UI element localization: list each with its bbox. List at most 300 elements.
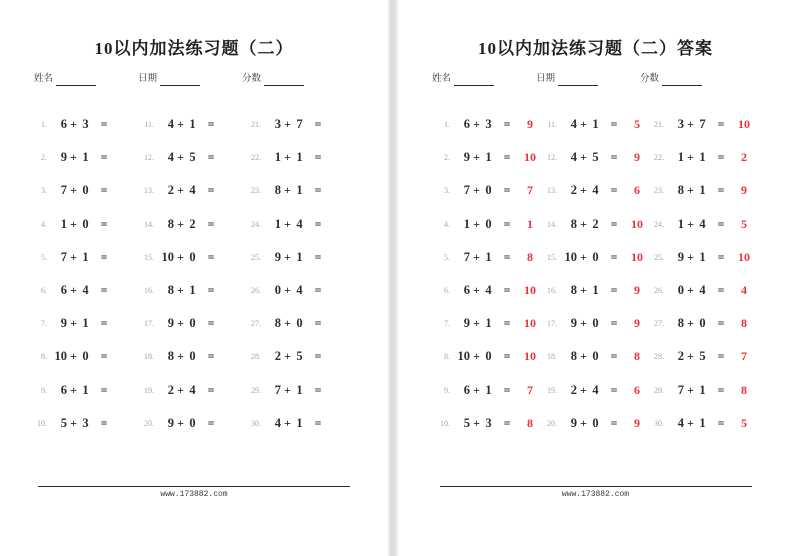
equals-sign: = [314,183,322,198]
problem-number: 24. [251,219,261,229]
problem-number: 4. [444,219,450,229]
equals-sign: = [503,117,511,132]
problem-row [245,374,352,407]
operand-a: 4 [274,415,281,430]
plus-sign: + [70,216,77,231]
field-name-underline [56,74,96,86]
problem-number: 1. [41,120,47,130]
operand-b: 1 [485,382,492,397]
problem-number: 25. [654,252,664,262]
equals-sign: = [610,415,618,430]
plus-sign: + [473,316,480,331]
answer-value: 9 [527,117,533,132]
problem-row [541,174,648,207]
operand-a: 8 [677,316,684,331]
plus-sign: + [687,283,694,298]
operand-a: 9 [463,150,470,165]
answer-value: 8 [741,382,747,397]
equals-sign: = [207,349,215,364]
problem-row [648,174,755,207]
equals-sign: = [314,382,322,397]
operand-b: 1 [189,117,196,132]
operand-a: 2 [167,183,174,198]
plus-sign: + [284,117,291,132]
operand-b: 5 [699,349,706,364]
plus-sign: + [70,249,77,264]
plus-sign: + [177,382,184,397]
operand-a: 10 [161,249,174,264]
problems-grid [434,108,755,440]
problem-number: 7. [444,319,450,329]
problem-row [648,108,755,141]
operand-b: 1 [296,382,303,397]
problem-number: 21. [251,120,261,130]
answer-value: 9 [634,316,640,331]
field-date-underline [160,74,200,86]
operand-b: 2 [592,216,599,231]
equals-sign: = [207,283,215,298]
answer-value: 10 [738,117,750,132]
plus-sign: + [580,117,587,132]
equals-sign: = [503,316,511,331]
problem-row [648,407,755,440]
field-date [536,74,640,86]
plus-sign: + [284,183,291,198]
plus-sign: + [70,382,77,397]
problem-number: 25. [251,252,261,262]
operand-b: 1 [699,183,706,198]
answer-value: 9 [634,150,640,165]
problem-number: 22. [251,153,261,163]
problem-column-1 [31,108,138,440]
equals-sign: = [207,216,215,231]
operand-a: 1 [274,150,281,165]
plus-sign: + [580,249,587,264]
answer-value: 9 [741,183,747,198]
problem-row [31,274,138,307]
field-name [432,74,536,86]
problem-number: 16. [144,286,154,296]
problem-number: 8. [444,352,450,362]
problem-row [434,108,541,141]
problem-row [138,340,245,373]
operand-b: 3 [485,415,492,430]
plus-sign: + [580,183,587,198]
equals-sign: = [503,183,511,198]
plus-sign: + [687,117,694,132]
operand-a: 7 [274,382,281,397]
answer-value: 2 [741,150,747,165]
operand-a: 2 [677,349,684,364]
plus-sign: + [473,183,480,198]
field-date-label: 日期 [536,73,556,84]
problem-row [541,241,648,274]
operand-a: 1 [677,216,684,231]
operand-b: 0 [592,316,599,331]
answer-value: 8 [527,415,533,430]
page-worksheet [0,0,388,556]
answer-value: 10 [738,249,750,264]
problem-row [434,307,541,340]
problem-row [541,374,648,407]
operand-b: 0 [189,316,196,331]
plus-sign: + [687,316,694,331]
equals-sign: = [717,349,725,364]
operand-b: 1 [296,183,303,198]
footer-url: www.173882.com [561,490,630,499]
operand-b: 1 [189,283,196,298]
equals-sign: = [207,316,215,331]
problem-number: 4. [41,219,47,229]
field-score-underline [264,74,304,86]
equals-sign: = [100,382,108,397]
field-name-label: 姓名 [432,73,452,84]
problem-number: 26. [251,286,261,296]
equals-sign: = [717,283,725,298]
problem-row [31,108,138,141]
plus-sign: + [284,249,291,264]
operand-a: 4 [570,150,577,165]
plus-sign: + [177,117,184,132]
operand-b: 1 [82,316,89,331]
operand-b: 0 [189,415,196,430]
operand-a: 8 [570,349,577,364]
equals-sign: = [717,183,725,198]
operand-b: 0 [296,316,303,331]
plus-sign: + [687,183,694,198]
operand-b: 4 [82,283,89,298]
answer-value: 8 [741,316,747,331]
operand-a: 7 [677,382,684,397]
plus-sign: + [70,183,77,198]
operand-b: 5 [592,150,599,165]
answer-value: 10 [631,216,643,231]
operand-a: 1 [274,216,281,231]
operand-a: 9 [570,415,577,430]
answer-value: 7 [527,382,533,397]
operand-a: 9 [167,316,174,331]
problem-number: 17. [547,319,557,329]
problem-number: 11. [547,120,557,130]
equals-sign: = [717,117,725,132]
answer-value: 6 [634,382,640,397]
operand-a: 8 [274,316,281,331]
equals-sign: = [717,382,725,397]
page-divider [388,0,398,556]
problem-row [138,274,245,307]
operand-b: 4 [296,283,303,298]
plus-sign: + [580,415,587,430]
equals-sign: = [610,283,618,298]
problem-row [138,374,245,407]
problem-row [31,307,138,340]
operand-a: 6 [60,117,67,132]
plus-sign: + [473,283,480,298]
footer-rule [38,486,350,487]
operand-a: 6 [60,382,67,397]
problem-column-3 [648,108,755,440]
equals-sign: = [207,117,215,132]
operand-a: 0 [274,283,281,298]
plus-sign: + [70,150,77,165]
problem-row [138,307,245,340]
operand-b: 4 [189,382,196,397]
answer-value: 4 [741,283,747,298]
operand-b: 1 [485,249,492,264]
equals-sign: = [717,316,725,331]
field-score [242,74,346,86]
problem-row [434,141,541,174]
equals-sign: = [314,283,322,298]
problem-number: 18. [144,352,154,362]
plus-sign: + [284,283,291,298]
operand-b: 0 [189,349,196,364]
problem-row [648,340,755,373]
plus-sign: + [177,216,184,231]
operand-b: 1 [485,150,492,165]
plus-sign: + [284,349,291,364]
plus-sign: + [70,349,77,364]
plus-sign: + [177,150,184,165]
plus-sign: + [473,382,480,397]
plus-sign: + [687,249,694,264]
equals-sign: = [610,183,618,198]
operand-b: 0 [82,183,89,198]
field-score [640,74,744,86]
operand-b: 1 [699,415,706,430]
answer-value: 8 [634,349,640,364]
problem-row [648,241,755,274]
problem-number: 9. [41,385,47,395]
operand-a: 9 [570,316,577,331]
plus-sign: + [580,283,587,298]
problem-row [245,141,352,174]
page-title: 10以内加法练习题（二） [94,39,294,58]
plus-sign: + [177,249,184,264]
operand-b: 4 [189,183,196,198]
problem-number: 28. [654,352,664,362]
field-score-label: 分数 [640,73,660,84]
operand-a: 10 [564,249,577,264]
problem-number: 20. [547,418,557,428]
plus-sign: + [284,382,291,397]
problem-number: 3. [444,186,450,196]
operand-a: 6 [60,283,67,298]
operand-b: 0 [485,349,492,364]
problem-row [31,241,138,274]
plus-sign: + [687,150,694,165]
field-name [34,74,138,86]
answer-value: 9 [634,415,640,430]
equals-sign: = [717,150,725,165]
equals-sign: = [207,150,215,165]
header-fields [432,74,744,86]
plus-sign: + [687,382,694,397]
plus-sign: + [70,117,77,132]
operand-b: 3 [485,117,492,132]
problem-number: 12. [144,153,154,163]
field-name-label: 姓名 [34,73,54,84]
plus-sign: + [284,150,291,165]
problem-row [434,174,541,207]
answer-value: 10 [631,249,643,264]
operand-a: 4 [570,117,577,132]
operand-a: 3 [677,117,684,132]
answer-value: 1 [527,216,533,231]
operand-a: 1 [463,216,470,231]
equals-sign: = [610,316,618,331]
problem-number: 29. [654,385,664,395]
plus-sign: + [580,150,587,165]
plus-sign: + [687,349,694,364]
problem-row [138,407,245,440]
problem-row [245,241,352,274]
field-date [138,74,242,86]
field-score-underline [662,74,702,86]
operand-a: 3 [274,117,281,132]
equals-sign: = [610,117,618,132]
footer-rule [440,486,752,487]
problem-row [31,340,138,373]
problem-row [138,141,245,174]
plus-sign: + [284,216,291,231]
problems-grid [31,108,352,440]
operand-b: 4 [485,283,492,298]
equals-sign: = [100,183,108,198]
equals-sign: = [503,415,511,430]
operand-a: 8 [167,216,174,231]
answer-value: 7 [527,183,533,198]
operand-a: 9 [463,316,470,331]
equals-sign: = [717,249,725,264]
problem-column-2 [138,108,245,440]
equals-sign: = [314,117,322,132]
operand-b: 0 [82,216,89,231]
problem-number: 16. [547,286,557,296]
plus-sign: + [70,415,77,430]
problem-number: 22. [654,153,664,163]
operand-a: 6 [463,117,470,132]
problem-number: 27. [654,319,664,329]
problem-number: 5. [41,252,47,262]
operand-a: 5 [60,415,67,430]
problem-number: 24. [654,219,664,229]
operand-b: 7 [296,117,303,132]
answer-value: 10 [524,349,536,364]
operand-b: 1 [82,150,89,165]
problem-number: 20. [144,418,154,428]
field-date-underline [558,74,598,86]
problem-number: 23. [251,186,261,196]
problem-row [648,374,755,407]
plus-sign: + [177,183,184,198]
answer-value: 5 [741,415,747,430]
problem-number: 8. [41,352,47,362]
operand-b: 0 [592,415,599,430]
problem-row [138,108,245,141]
problem-number: 29. [251,385,261,395]
answer-value: 8 [527,249,533,264]
problem-row [138,174,245,207]
equals-sign: = [100,283,108,298]
operand-a: 9 [677,249,684,264]
operand-a: 9 [60,150,67,165]
problem-column-3 [245,108,352,440]
operand-a: 8 [167,283,174,298]
problem-row [31,407,138,440]
problem-number: 10. [440,418,450,428]
plus-sign: + [473,216,480,231]
equals-sign: = [207,183,215,198]
operand-b: 1 [592,283,599,298]
problem-number: 27. [251,319,261,329]
operand-b: 4 [296,216,303,231]
operand-a: 10 [54,349,67,364]
operand-b: 1 [82,382,89,397]
plus-sign: + [580,382,587,397]
plus-sign: + [473,249,480,264]
operand-a: 5 [463,415,470,430]
footer-url: www.173882.com [160,490,228,499]
equals-sign: = [100,316,108,331]
problem-number: 7. [41,319,47,329]
problem-number: 13. [144,186,154,196]
problem-row [648,208,755,241]
operand-b: 0 [82,349,89,364]
operand-b: 1 [485,316,492,331]
field-date-label: 日期 [138,73,158,84]
operand-a: 8 [570,283,577,298]
operand-b: 0 [592,349,599,364]
operand-a: 9 [60,316,67,331]
problem-number: 28. [251,352,261,362]
problem-row [541,141,648,174]
plus-sign: + [177,415,184,430]
operand-b: 5 [189,150,196,165]
plus-sign: + [177,283,184,298]
problem-row [541,307,648,340]
problem-number: 2. [41,153,47,163]
header-fields [34,74,346,86]
problem-row [245,208,352,241]
plus-sign: + [284,415,291,430]
plus-sign: + [580,349,587,364]
problem-number: 10. [37,418,47,428]
operand-a: 10 [457,349,470,364]
plus-sign: + [177,349,184,364]
equals-sign: = [314,349,322,364]
equals-sign: = [503,283,511,298]
equals-sign: = [100,117,108,132]
problem-number: 15. [144,252,154,262]
problem-number: 12. [547,153,557,163]
plus-sign: + [177,316,184,331]
operand-b: 3 [82,415,89,430]
operand-a: 1 [60,216,67,231]
equals-sign: = [503,349,511,364]
problem-number: 13. [547,186,557,196]
equals-sign: = [503,249,511,264]
answer-value: 7 [741,349,747,364]
problem-row [434,241,541,274]
equals-sign: = [610,382,618,397]
problem-row [245,174,352,207]
operand-b: 1 [699,249,706,264]
equals-sign: = [610,216,618,231]
operand-b: 0 [699,316,706,331]
operand-a: 6 [463,283,470,298]
problem-number: 5. [444,252,450,262]
